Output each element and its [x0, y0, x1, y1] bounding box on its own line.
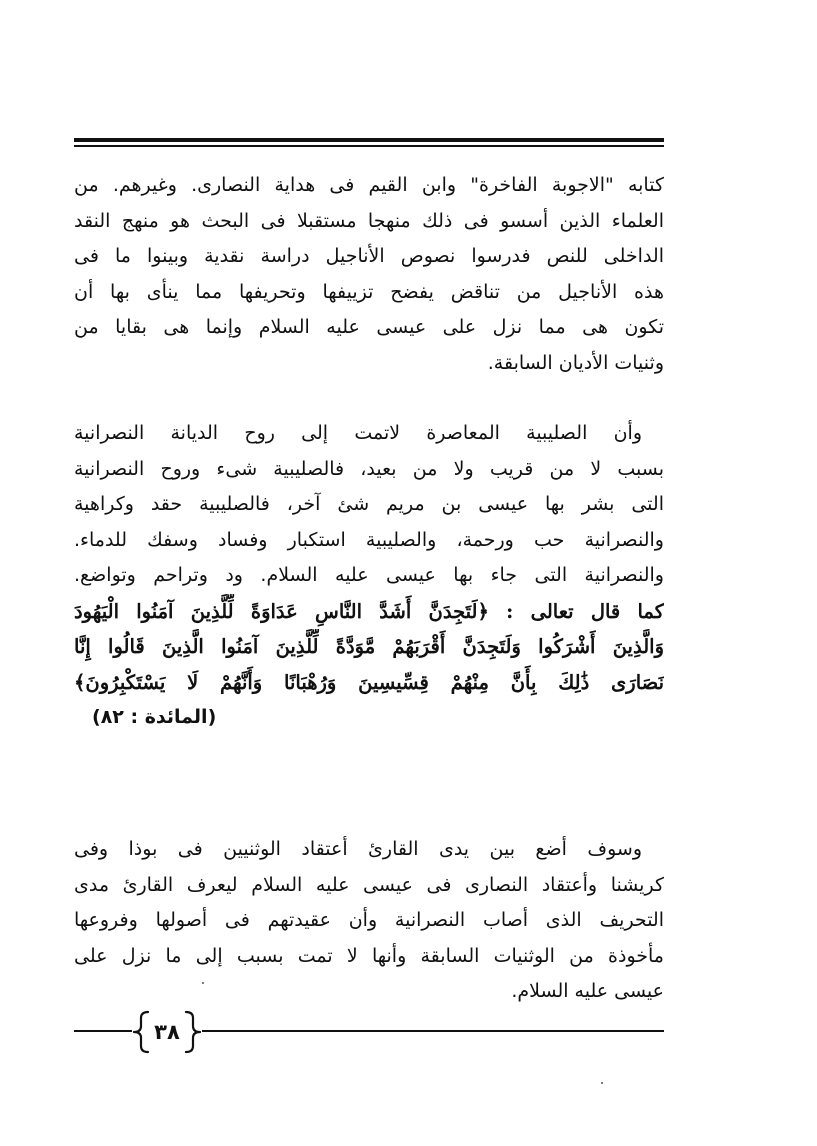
scan-speck	[202, 982, 204, 984]
text-line: هذه الأناجيل من تناقض يفضح تزييفها وتحريفها مما ينأى بها أن	[74, 280, 664, 303]
page-footer	[74, 1010, 664, 1054]
text-line: وسوف أضع بين يدى القارئ أعتقاد الوثنيين فى بوذا وفى	[74, 838, 642, 860]
text-line: وثنيات الأديان السابقة.	[487, 351, 664, 374]
footer-rule-right	[202, 1030, 664, 1032]
quran-verse-line: كما قال تعالى : ﴿لَتَجِدَنَّ أَشَدَّ النَّاسِ عَدَاوَةً لِّلَّذِينَ آمَنُوا الْيَهُودَ	[74, 599, 664, 623]
text-line: التى بشر بها عيسى بن مريم شئ آخر، فالصليبية حقد وكراهية	[74, 493, 664, 515]
paragraph-1	[74, 168, 664, 381]
text-line: والنصرانية حب ورحمة، والصليبية استكبار وفساد وسفك للدماء.	[74, 528, 664, 551]
text-line: وأن الصليبية المعاصرة لاتمت إلى روح الديانة النصرانية	[74, 422, 642, 444]
text-line: التحريف الذى أصاب النصرانية وأن عقيدتهم فى أصولها وفروعها	[74, 909, 664, 931]
text-line: مأخوذة من الوثنيات السابقة وأنها لا تمت بسبب إلى ما نزل على	[74, 944, 664, 967]
verse-citation: (المائدة : ٨٢)	[92, 706, 217, 728]
page-number: ٣٨	[154, 1020, 180, 1044]
scan-speck	[601, 1082, 603, 1084]
text-line: تكون هى مما نزل على عيسى عليه السلام وإنما هى بقايا من	[74, 316, 664, 338]
footer-rule-left	[74, 1030, 132, 1032]
text-line: كريشنا وأعتقاد النصارى فى عيسى عليه السلام ليعرف القارئ مدى	[74, 873, 664, 896]
text-line: كتابه "الاجوبة الفاخرة" وابن القيم فى هداية النصارى. وغيرهم. من	[74, 174, 664, 196]
text-line: عيسى عليه السلام.	[511, 980, 664, 1002]
paragraph-3	[74, 832, 664, 1010]
text-line: والنصرانية التى جاء بها عيسى عليه السلام. ود وتراحم وتواضع.	[74, 564, 664, 586]
header-rule-thick	[74, 138, 664, 142]
text-line: بسبب لا من قريب ولا من بعيد، فالصليبية شىء وروح النصرانية	[74, 457, 664, 480]
quran-verse-line: وَالَّذِينَ أَشْرَكُوا وَلَتَجِدَنَّ أَقْرَبَهُمْ مَّوَدَّةً لِّلَّذِينَ آمَنُوا الَّذِينَ قَالُوا إِنَّا	[74, 635, 664, 658]
quran-verse-line: نَصَارَى ذَٰلِكَ بِأَنَّ مِنْهُمْ قِسِّيسِينَ وَرُهْبَانًا وَأَنَّهُمْ لَا يَسْتَكْبِرُونَ﴾	[74, 670, 664, 694]
text-line: الداخلى للنص فدرسوا نصوص الأناجيل دراسة نقدية وبينوا ما فى	[74, 245, 664, 267]
paragraph-2	[74, 416, 664, 736]
header-rule-thin	[74, 145, 664, 147]
text-line: العلماء الذين أسسو فى ذلك منهجا مستقبلا فى البحث هو منهج النقد	[74, 209, 664, 232]
